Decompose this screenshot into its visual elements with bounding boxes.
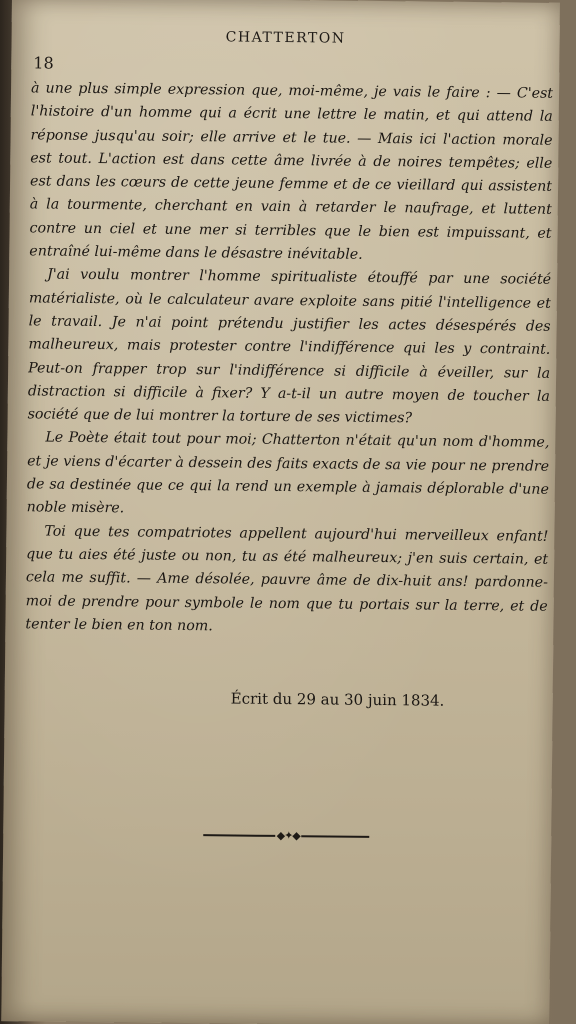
date-signature: Écrit du 29 au 30 juin 1834.: [230, 689, 445, 710]
book-page: [1, 0, 560, 1024]
ornament-diamond-icon: ◆✦◆: [276, 828, 300, 843]
ornament-rule-right: [301, 835, 369, 838]
page-number: 18: [33, 53, 54, 73]
ornament-rule-left: [203, 834, 275, 837]
paragraph-2: J'ai voulu montrer l'homme spiritualiste étouffé par une société matérialiste, où le calculateur avare exploite sans pitié l'intelligence et le travail. Je n'ai point prétendu justifier les actes désespérés des malheureux, mais protester contre l'indifférence qui les y contraint. Peut-on frapper trop sur l'indifférence si difficile à éveiller, sur la distraction si difficile à fixer? Y a-t-il un autre moyen de toucher la société que de lui montrer la torture de ses victimes?: [27, 266, 552, 427]
paragraph-1: à une plus simple expression que, moi-même, je vais le faire : — C'est l'histoire d'un homme qui a écrit une lettre le matin, et qui attend la réponse jusqu'au soir; elle arrive et le tue. — Mais ici l'action morale est tout. L'action est dans cette âme livrée à de noires tempêtes; elle est dans les cœurs de cette jeune femme et de ce vieillard qui assistent à la tourmente, cherchant en vain à retarder le naufrage, et luttent contre un ciel et une mer si terribles que le bien est impuissant, et entraîné lui-même dans le désastre inévitable.: [29, 80, 554, 263]
running-head: CHATTERTON: [225, 29, 346, 47]
paragraph-3: Le Poète était tout pour moi; Chatterton n'était qu'un nom d'homme, et je viens d'écarter à dessein des faits exacts de sa vie pour ne prendre de sa destinée que ce qui la rend un exemple à jamais déplorable d'une noble misère.: [26, 429, 550, 517]
body-text: [25, 77, 553, 642]
end-ornament: [203, 825, 373, 847]
paragraph-4: Toi que tes compatriotes appellent aujourd'hui merveilleux enfant! que tu aies été juste ou non, tu as été malheureux; j'en suis certain, et cela me suffit. — Ame désolée, pauvre âme de dix-huit ans! pardonne-moi de prendre pour symbole le nom que tu portais sur la terre, et de tenter le bien en ton nom.: [25, 523, 549, 635]
